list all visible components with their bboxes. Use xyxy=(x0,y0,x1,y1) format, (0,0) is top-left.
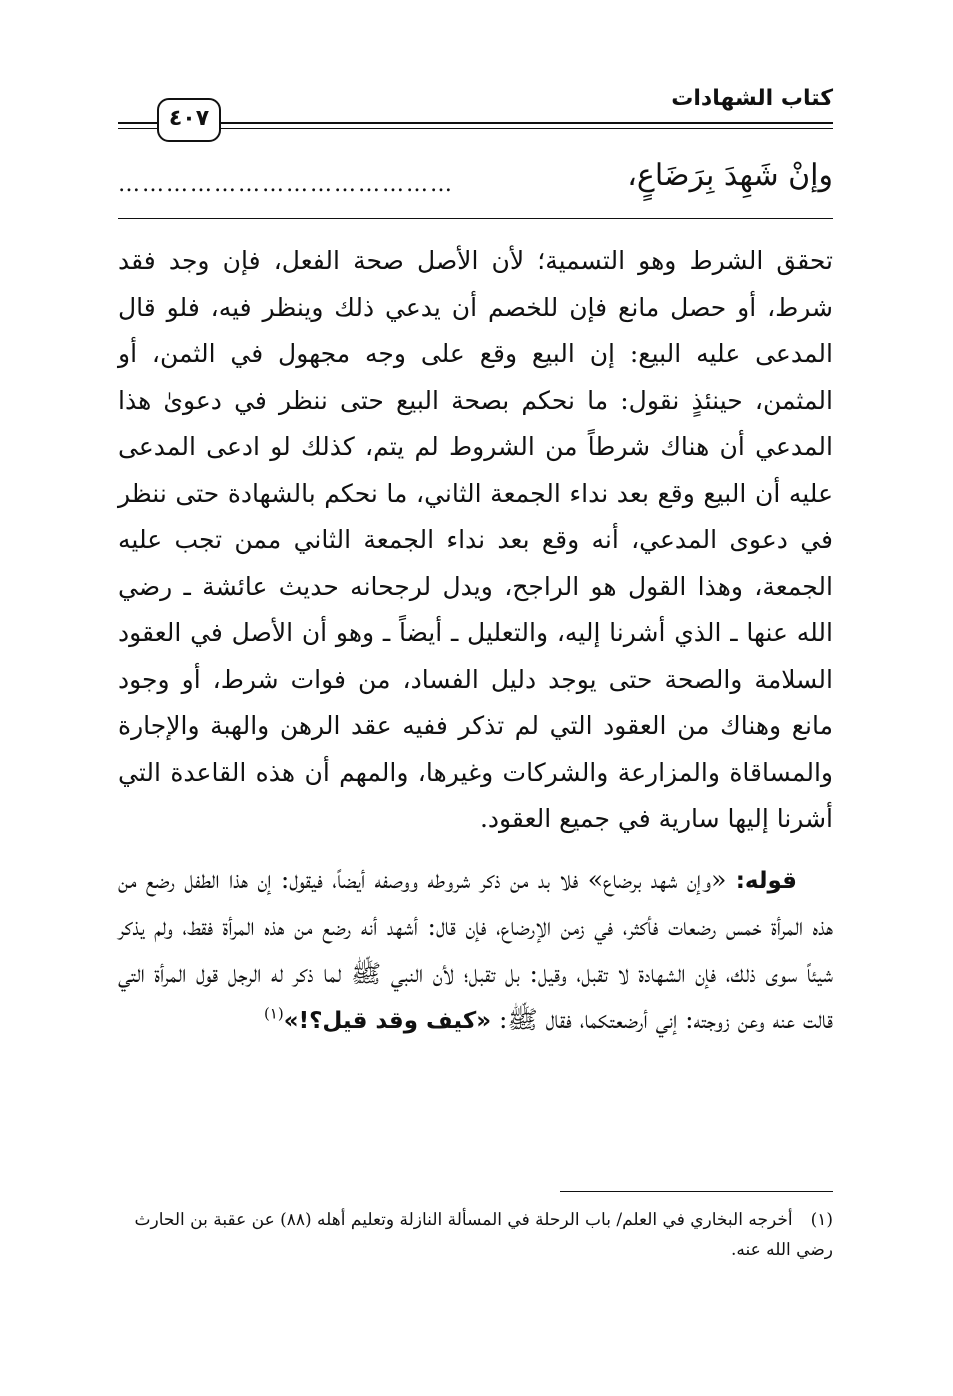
body-text xyxy=(118,238,833,1045)
matn-rule xyxy=(118,218,833,219)
commentary-keyword: قوله: xyxy=(735,867,797,894)
header-rule xyxy=(118,122,833,124)
matn-quote: «وإن شهد برضاع» xyxy=(587,864,727,894)
page-number: ٤٠٧ xyxy=(157,98,221,142)
matn-dots: …………………………………… xyxy=(118,172,454,197)
paragraph-2-text: فلا بد من ذكر شروطه ووصفه أيضاً، فيقول: إن هذا الطفل رضع من هذه المرأة خمس رضعات فأكثر، في زمن الإرضاع، فإن قال: أشهد أنه رضع من هذه المرأة فقط، ولم يذكر شيئاً سوى ذلك، فإن الشهادة لا تقبل، وقيل: بل تقبل؛ لأن النبي ﷺ لما ذكر له الرجل قول المرأة التي قالت عنه وعن زوجته: إني أرضعتكما، فقال ﷺ: xyxy=(118,864,833,1034)
footnote-reference[interactable]: (١) xyxy=(263,1004,284,1023)
header-rule-thin xyxy=(118,128,833,129)
matn-text: وإنْ شَهِدَ بِرَضَاعٍ، xyxy=(627,158,833,193)
paragraph-1: تحقق الشرط وهو التسمية؛ لأن الأصل صحة الفعل، فإن وجد فقد شرط، أو حصل مانع فإن للخصم أن يدعي ذلك وينظر فيه، فلو قال المدعى عليه البيع: إن البيع وقع على وجه مجهول في الثمن، أو المثمن، حينئذٍ نقول: ما نحكم بصحة البيع حتى ننظر في دعوىٰ هذا المدعي أن هناك شرطاً من الشروط لم يتم، كذلك لو ادعى المدعى عليه أن البيع وقع بعد نداء الجمعة الثاني، ما نحكم بالشهادة حتى ننظر في دعوى المدعي، أنه وقع بعد نداء الجمعة الثاني ممن تجب عليه الجمعة، وهذا القول هو الراجح، ويدل لرجحانه حديث عائشة ـ رضي الله عنها ـ الذي أشرنا إليه، والتعليل ـ أيضاً ـ وهو أن الأصل في العقود السلامة والصحة حتى يوجد دليل الفساد، من فوات شرط، أو وجود مانع وهناك من العقود التي لم تذكر ففيه عقد الرهن والهبة والإجارة والمساقاة والمزارعة والشركات وغيرها، والمهم أن هذه القاعدة التي أشرنا إليها سارية في جميع العقود. xyxy=(118,246,833,833)
footnote xyxy=(118,1205,833,1265)
footnote-rule xyxy=(560,1191,833,1192)
footnote-marker: (١) xyxy=(810,1210,833,1230)
hadith-quote: «كيف وقد قيل؟!» xyxy=(283,1008,492,1034)
footnote-text: أخرجه البخاري في العلم/ باب الرحلة في المسألة النازلة وتعليم أهله (٨٨) عن عقبة بن الحارث رضي الله عنه. xyxy=(134,1210,833,1260)
paragraph-2 xyxy=(118,857,833,1045)
running-title: كتاب الشهادات xyxy=(671,86,833,111)
